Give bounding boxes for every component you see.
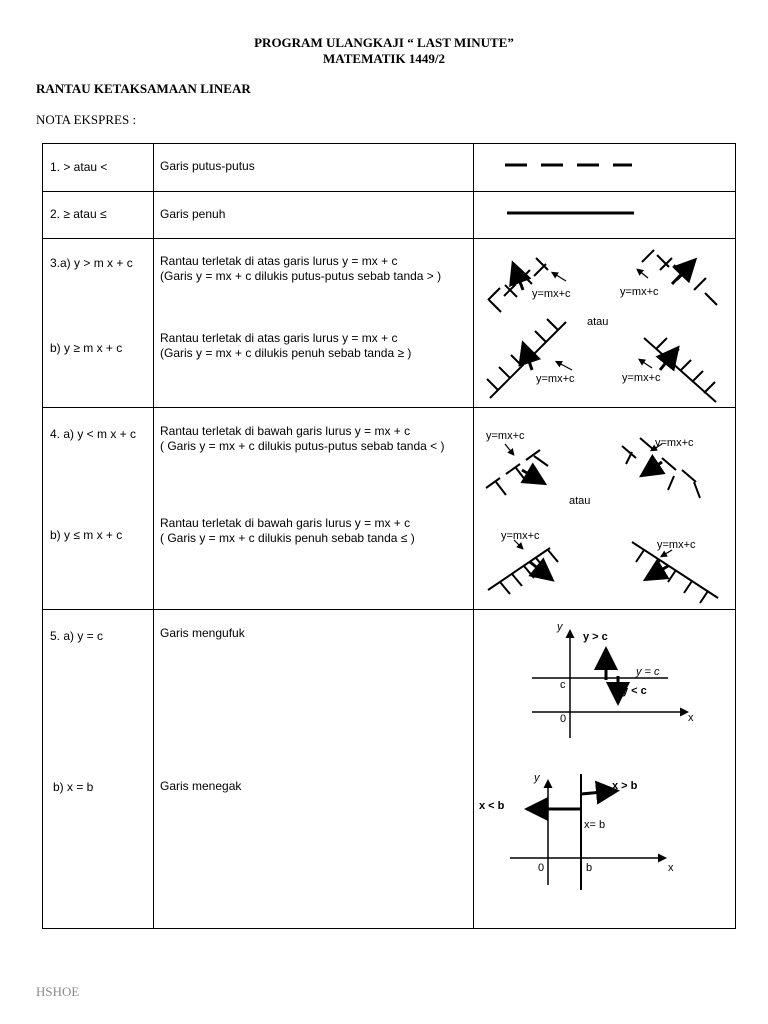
label-line-eq-4b-right: y=mx+c xyxy=(657,539,696,551)
row3b-label: b) y ≥ m x + c xyxy=(50,341,123,355)
row3b-description-2: (Garis y = mx + c dilukis penuh sebab tanda ≥ ) xyxy=(160,346,412,360)
row5a-description: Garis mengufuk xyxy=(160,626,245,640)
label-line-eq-4b-left: y=mx+c xyxy=(501,530,540,542)
label-x-gt-b: x > b xyxy=(612,780,638,792)
row3b-description-1: Rantau terletak di atas garis lurus y = mx + c xyxy=(160,331,398,345)
row2-description: Garis penuh xyxy=(160,207,226,221)
row3a-description-2: (Garis y = mx + c dilukis putus-putus sebab tanda > ) xyxy=(160,269,442,283)
region-below-solid-left xyxy=(488,540,558,594)
label-line-eq-4a-right: y=mx+c xyxy=(655,437,694,449)
label-atau-4: atau xyxy=(569,495,591,507)
row2-label: 2. ≥ atau ≤ xyxy=(50,207,107,221)
region-above-dashed-left xyxy=(488,258,566,312)
label-x-axis-5a: x xyxy=(688,712,694,724)
row5b-description: Garis menegak xyxy=(160,779,242,793)
label-c-intercept: c xyxy=(560,679,566,691)
nota-label: NOTA EKSPRES : xyxy=(36,112,137,127)
row5b-label: b) x = b xyxy=(53,780,94,794)
label-x-axis-5b: x xyxy=(668,862,674,874)
label-origin-5a: 0 xyxy=(560,713,567,725)
doc-title: PROGRAM ULANGKAJI “ LAST MINUTE” xyxy=(254,35,514,50)
label-x-eq-b: x= b xyxy=(584,819,606,831)
row1-label: 1. > atau < xyxy=(50,160,108,174)
footer-text: HSHOE xyxy=(36,984,80,999)
horizontal-line-graph xyxy=(532,632,686,738)
label-origin-5b: 0 xyxy=(538,862,545,874)
label-y-axis-5a: y xyxy=(557,621,563,633)
region-above-solid-right xyxy=(640,338,716,402)
row1-description: Garis putus-putus xyxy=(160,159,255,173)
label-line-eq-3b-left: y=mx+c xyxy=(536,373,575,385)
region-below-solid-right xyxy=(632,542,718,603)
region-below-dashed-left xyxy=(486,444,548,495)
label-x-lt-b: x < b xyxy=(479,800,505,812)
row3a-label: 3.a) y > m x + c xyxy=(50,256,133,270)
label-atau-3: atau xyxy=(587,316,609,328)
row4b-description-1: Rantau terletak di bawah garis lurus y = mx + c xyxy=(160,516,411,530)
region-above-solid-left xyxy=(487,319,572,398)
doc-subtitle: MATEMATIK 1449/2 xyxy=(323,51,445,66)
row4b-description-2: ( Garis y = mx + c dilukis penuh sebab tanda ≤ ) xyxy=(160,531,415,545)
row5a-label: 5. a) y = c xyxy=(50,629,104,643)
label-y-axis-5b: y xyxy=(534,772,540,784)
row3a-description-1: Rantau terletak di atas garis lurus y = mx + c xyxy=(160,254,398,268)
label-line-eq-4a-left: y=mx+c xyxy=(486,430,525,442)
label-y-gt-c: y > c xyxy=(583,631,608,643)
label-y-lt-c: y < c xyxy=(622,685,647,697)
label-line-eq-3a-left: y=mx+c xyxy=(532,288,571,300)
row4a-description-1: Rantau terletak di bawah garis lurus y = mx + c xyxy=(160,424,411,438)
row4a-description-2: ( Garis y = mx + c dilukis putus-putus sebab tanda < ) xyxy=(160,439,445,453)
label-y-eq-c: y = c xyxy=(636,666,660,678)
section-title: RANTAU KETAKSAMAAN LINEAR xyxy=(36,81,251,96)
label-line-eq-3b-right: y=mx+c xyxy=(622,372,661,384)
label-b-intercept: b xyxy=(586,862,593,874)
row4a-label: 4. a) y < m x + c xyxy=(50,427,137,441)
label-line-eq-3a-right: y=mx+c xyxy=(620,286,659,298)
row4b-label: b) y ≤ m x + c xyxy=(50,528,123,542)
